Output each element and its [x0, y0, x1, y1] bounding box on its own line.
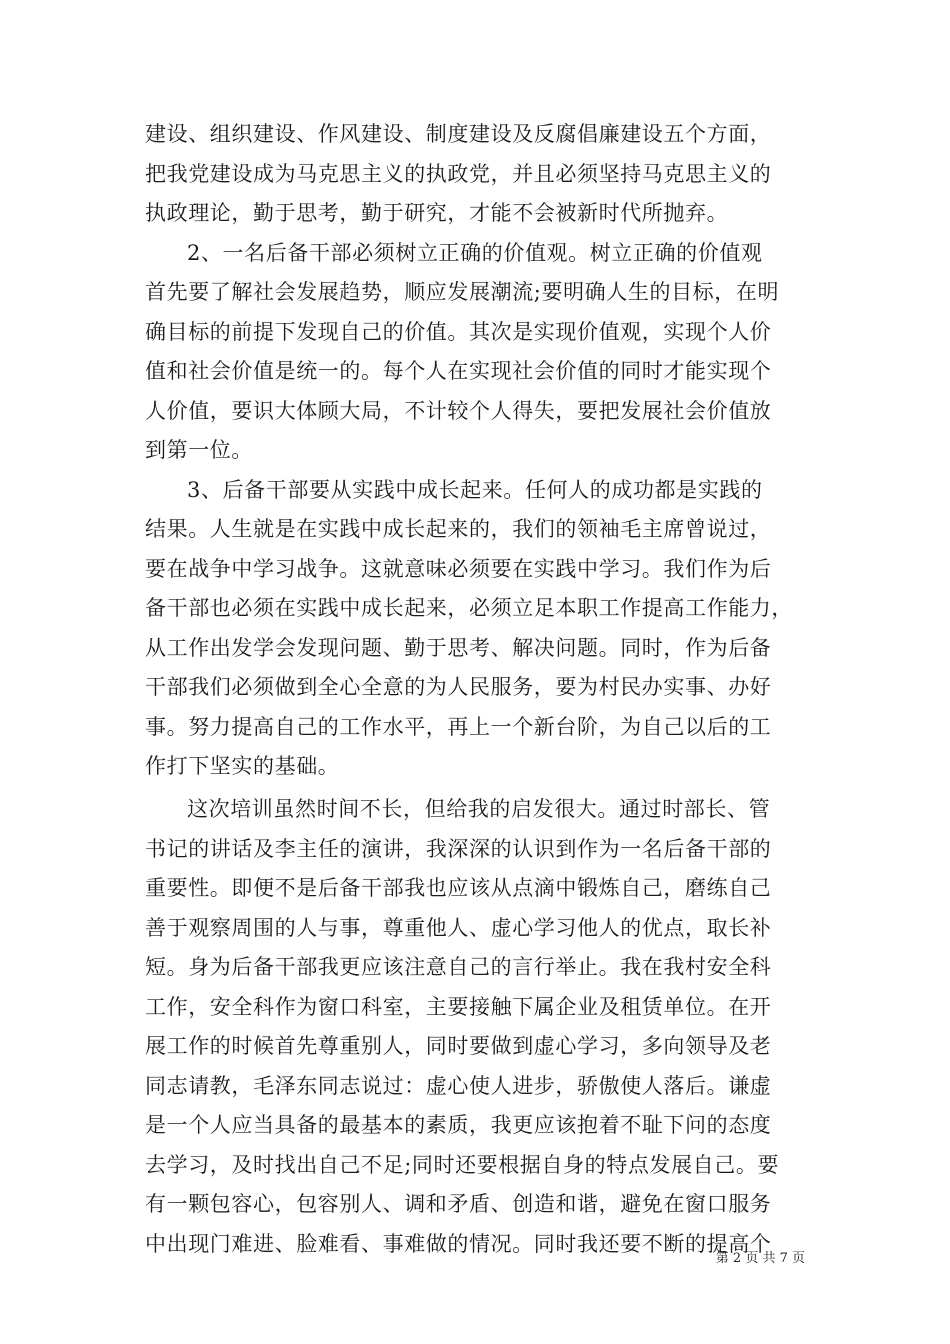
- text-line: 从工作出发学会发现问题、勤于思考、解决问题。同时，作为后备: [145, 636, 772, 660]
- text-line: 善于观察周围的人与事，尊重他人、虚心学习他人的优点，取长补: [145, 916, 772, 940]
- text-line: 到第一位。: [145, 438, 253, 462]
- text-line: 展工作的时候首先尊重别人，同时要做到虚心学习，多向领导及老: [145, 1034, 772, 1058]
- text-line: 书记的讲话及李主任的演讲，我深深的认识到作为一名后备干部的: [145, 837, 772, 861]
- text-line: 中出现门难进、脸难看、事难做的情况。同时我还要不断的提高个: [145, 1232, 772, 1256]
- text-line: 值和社会价值是统一的。每个人在实现社会价值的同时才能实现个: [145, 359, 772, 383]
- page-number-footer: 第 2 页 共 7 页: [715, 1251, 805, 1266]
- text-line: 首先要了解社会发展趋势，顺应发展潮流;要明确人生的目标，在明: [145, 280, 780, 304]
- text-line: 干部我们必须做到全心全意的为人民服务，要为村民办实事、办好: [145, 675, 772, 699]
- text-line: 重要性。即便不是后备干部我也应该从点滴中锻炼自己，磨练自己: [145, 876, 772, 900]
- text-line: 事。努力提高自己的工作水平，再上一个新台阶，为自己以后的工: [145, 715, 772, 739]
- text-line: 去学习，及时找出自己不足;同时还要根据自身的特点发展自己。要: [145, 1153, 780, 1177]
- text-line: 确目标的前提下发现自己的价值。其次是实现价值观，实现个人价: [145, 320, 772, 344]
- text-line: 工作，安全科作为窗口科室，主要接触下属企业及租赁单位。在开: [145, 995, 772, 1019]
- text-line: 是一个人应当具备的最基本的素质，我更应该抱着不耻下问的态度: [145, 1113, 772, 1137]
- text-line: 同志请教，毛泽东同志说过：虚心使人进步，骄傲使人落后。谦虚: [145, 1074, 772, 1098]
- text-line: 有一颗包容心，包容别人、调和矛盾、创造和谐，避免在窗口服务: [145, 1192, 772, 1216]
- paragraph-2-first-line: 2、一名后备干部必须树立正确的价值观。树立正确的价值观: [187, 241, 763, 265]
- paragraph-3-first-line: 3、后备干部要从实践中成长起来。任何人的成功都是实践的: [187, 478, 763, 502]
- text-line: 结果。人生就是在实践中成长起来的，我们的领袖毛主席曾说过，: [145, 517, 772, 541]
- text-line: 要在战争中学习战争。这就意味必须要在实践中学习。我们作为后: [145, 557, 772, 581]
- text-line: 备干部也必须在实践中成长起来，必须立足本职工作提高工作能力，: [145, 596, 793, 620]
- text-line: 把我党建设成为马克思主义的执政党，并且必须坚持马克思主义的: [145, 162, 772, 186]
- paragraph-4-first-line: 这次培训虽然时间不长，但给我的启发很大。通过时部长、管: [187, 797, 771, 821]
- text-line: 执政理论，勤于思考，勤于研究，才能不会被新时代所抛弃。: [145, 201, 729, 225]
- text-line: 人价值，要识大体顾大局，不计较个人得失，要把发展社会价值放: [145, 399, 772, 423]
- text-line: 短。身为后备干部我更应该注意自己的言行举止。我在我村安全科: [145, 955, 772, 979]
- text-line: 作打下坚实的基础。: [145, 754, 340, 778]
- text-line: 建设、组织建设、作风建设、制度建设及反腐倡廉建设五个方面，: [145, 122, 772, 146]
